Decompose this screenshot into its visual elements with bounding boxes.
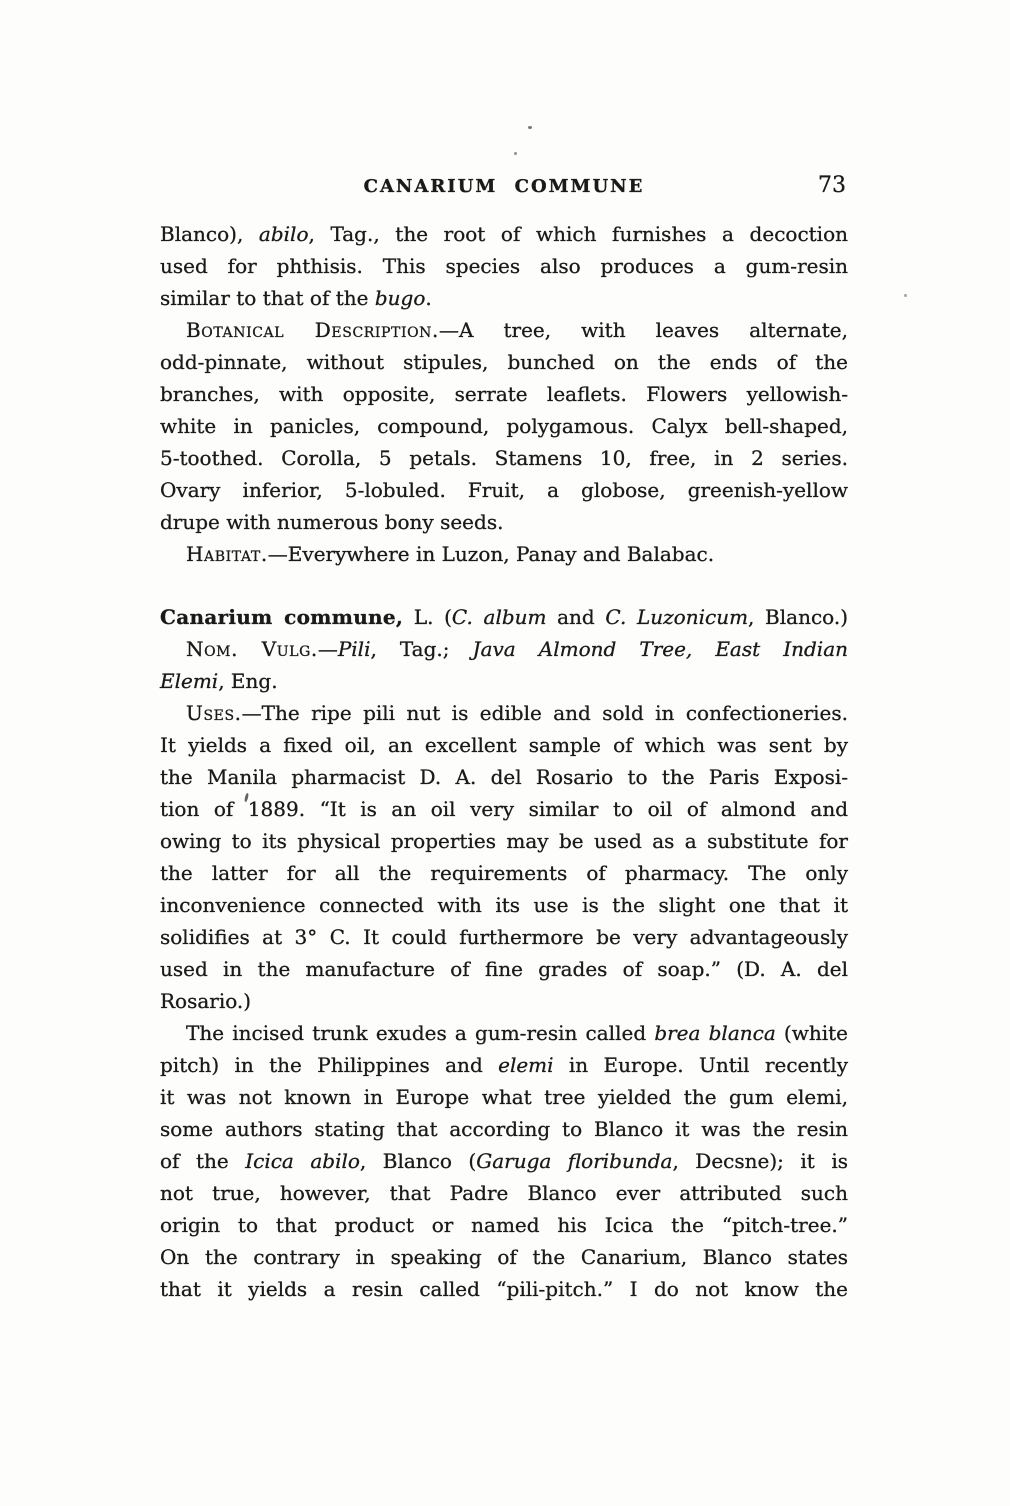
text-line bbox=[160, 474, 848, 506]
text-line bbox=[160, 729, 848, 761]
text-line bbox=[160, 346, 848, 378]
text-line bbox=[160, 538, 848, 570]
text-segment: Icica abilo bbox=[245, 1149, 360, 1173]
running-title: CANARIUM COMMUNE bbox=[363, 176, 645, 197]
text-segment: drupe with numerous bony seeds. bbox=[160, 510, 504, 534]
text-line bbox=[160, 761, 848, 793]
text-line bbox=[160, 506, 848, 538]
text-segment: pitch) in the Philippines and bbox=[160, 1053, 499, 1077]
text-segment: white in panicles, compound, polygamous. Calyx bell-shaped, bbox=[160, 414, 848, 438]
text-segment: . bbox=[425, 286, 432, 310]
text-segment: odd-pinnate, without stipules, bunched on the ends of the bbox=[160, 350, 848, 374]
page-header bbox=[160, 173, 848, 204]
text-segment: Nom. Vulg. bbox=[186, 637, 318, 661]
text-segment: Botanical Description. bbox=[186, 318, 439, 342]
text-line bbox=[160, 857, 848, 889]
text-segment: inconvenience connected with its use is the slight one that it bbox=[160, 893, 848, 917]
text-line bbox=[160, 410, 848, 442]
scan-speck bbox=[528, 126, 532, 129]
text-segment: used in the manufacture of fine grades of soap.” (D. A. del bbox=[160, 957, 848, 981]
species-heading bbox=[160, 601, 848, 633]
uses-paragraph bbox=[160, 697, 848, 1017]
text-segment: On the contrary in speaking of the Canarium, Blanco states bbox=[160, 1245, 848, 1269]
text-segment: — bbox=[317, 637, 338, 661]
text-segment: not true, however, that Padre Blanco ever attributed such bbox=[160, 1181, 848, 1205]
text-segment: , Blanco.) bbox=[748, 605, 848, 629]
text-segment: —The ripe pili nut is edible and sold in confectioneries. bbox=[241, 701, 848, 725]
text-segment: Java Almond Tree, East Indian bbox=[472, 637, 848, 661]
text-line bbox=[160, 1273, 848, 1305]
text-segment: —A tree, with leaves alternate, bbox=[439, 318, 848, 342]
text-line bbox=[160, 1113, 848, 1145]
text-segment: , Decsne); it is bbox=[672, 1149, 848, 1173]
scan-speck bbox=[514, 152, 517, 155]
text-line bbox=[160, 1241, 848, 1273]
text-line bbox=[160, 1209, 848, 1241]
text-segment: 5-toothed. Corolla, 5 petals. Stamens 10, free, in 2 series. bbox=[160, 446, 848, 470]
text-segment: owing to its physical properties may be used as a substitute for bbox=[160, 829, 848, 853]
scan-speck bbox=[904, 294, 907, 297]
text-segment: Elemi bbox=[160, 669, 219, 693]
text-line bbox=[160, 442, 848, 474]
text-segment: —Everywhere in Luzon, Panay and Balabac. bbox=[267, 542, 715, 566]
text-segment: Rosario.) bbox=[160, 989, 252, 1013]
text-segment: in Europe. Until recently bbox=[553, 1053, 848, 1077]
text-segment: abilo bbox=[258, 222, 309, 246]
text-line bbox=[160, 665, 848, 697]
text-segment: the Manila pharmacist D. A. del Rosario to the Paris Exposi- bbox=[160, 765, 848, 789]
text-segment: brea blanca bbox=[654, 1021, 776, 1045]
text-line bbox=[160, 1081, 848, 1113]
text-segment: Uses. bbox=[186, 701, 242, 725]
text-segment: it was not known in Europe what tree yielded the gum elemi, bbox=[160, 1085, 848, 1109]
text-segment: the latter for all the requirements of pharmacy. The only bbox=[160, 861, 848, 885]
text-line bbox=[160, 282, 848, 314]
text-segment: It yields a fixed oil, an excellent sample of which was sent by bbox=[160, 733, 848, 757]
text-segment: , Blanco ( bbox=[359, 1149, 477, 1173]
text-line bbox=[160, 218, 848, 250]
text-segment: Canarium commune, bbox=[160, 605, 404, 629]
text-segment: , Tag., the root of which furnishes a decoction bbox=[308, 222, 848, 246]
text-segment: The incised trunk exudes a gum-resin called bbox=[186, 1021, 655, 1045]
text-line bbox=[160, 889, 848, 921]
text-segment: (white bbox=[775, 1021, 849, 1045]
text-segment: and bbox=[546, 605, 606, 629]
text-segment: similar to that of the bbox=[160, 286, 375, 310]
text-segment: Blanco), bbox=[160, 222, 259, 246]
text-segment: solidifies at 3° C. It could furthermore be very advantageously bbox=[160, 925, 848, 949]
text-segment: Garuga floribunda bbox=[476, 1149, 673, 1173]
text-segment: origin to that product or named his Icica the “pitch-tree.” bbox=[160, 1213, 848, 1237]
text-line bbox=[160, 825, 848, 857]
text-line bbox=[160, 953, 848, 985]
continuation-paragraph bbox=[160, 218, 848, 314]
text-segment: , Eng. bbox=[218, 669, 278, 693]
text-segment: of the bbox=[160, 1149, 246, 1173]
text-line bbox=[160, 378, 848, 410]
text-segment: that it yields a resin called “pili-pitch.” I do not know the bbox=[160, 1277, 848, 1301]
text-line bbox=[160, 1017, 848, 1049]
nom-vulg-paragraph bbox=[160, 633, 848, 697]
text-line bbox=[160, 1145, 848, 1177]
text-segment: used for phthisis. This species also produces a gum-resin bbox=[160, 254, 848, 278]
text-segment: Ovary inferior, 5-lobuled. Fruit, a globose, greenish-yellow bbox=[160, 478, 848, 502]
text-line bbox=[160, 985, 848, 1017]
text-segment: tion of 1889. “It is an oil very similar to oil of almond and bbox=[160, 797, 848, 821]
text-segment: branches, with opposite, serrate leaflets. Flowers yellowish- bbox=[160, 382, 848, 406]
text-line bbox=[160, 601, 848, 633]
text-line bbox=[160, 793, 848, 825]
text-line bbox=[160, 314, 848, 346]
text-segment: elemi bbox=[498, 1053, 554, 1077]
text-line bbox=[160, 921, 848, 953]
text-line bbox=[160, 697, 848, 729]
text-line bbox=[160, 1049, 848, 1081]
text-segment: L. ( bbox=[403, 605, 452, 629]
text-line bbox=[160, 1177, 848, 1209]
text-segment: C. Luzonicum bbox=[605, 605, 749, 629]
page-body bbox=[160, 218, 848, 1305]
text-segment: some authors stating that according to Blanco it was the resin bbox=[160, 1117, 848, 1141]
habitat-paragraph bbox=[160, 538, 848, 570]
botanical-description-paragraph bbox=[160, 314, 848, 538]
text-line bbox=[160, 633, 848, 665]
gum-resin-paragraph bbox=[160, 1017, 848, 1305]
text-segment: C. album bbox=[451, 605, 547, 629]
text-segment: , Tag.; bbox=[370, 637, 473, 661]
text-segment: bugo bbox=[374, 286, 426, 310]
text-segment: Habitat. bbox=[186, 542, 268, 566]
text-line bbox=[160, 250, 848, 282]
text-segment: Pili bbox=[337, 637, 371, 661]
page-number: 73 bbox=[818, 173, 846, 198]
